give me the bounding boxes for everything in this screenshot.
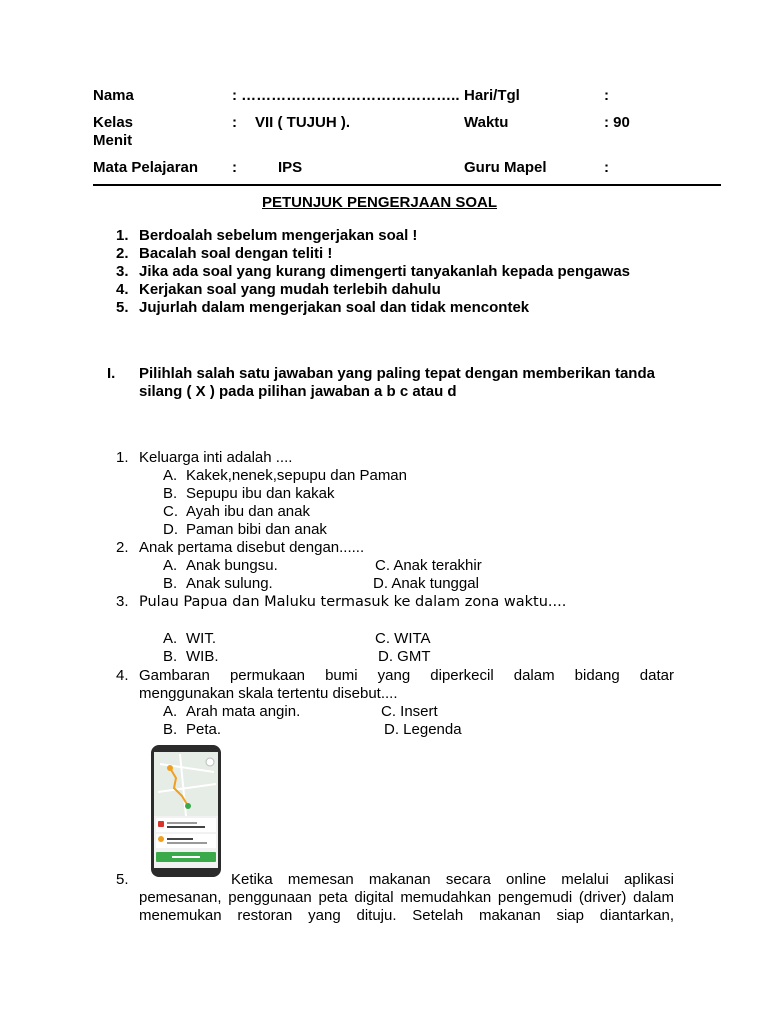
option-text: C. Anak terakhir (375, 557, 482, 574)
question-number: 4. (116, 667, 129, 684)
question-text: menemukan restoran yang dituju. Setelah makanan siap diantarkan, (139, 907, 674, 924)
header-divider (93, 184, 721, 186)
hari-label: Hari/Tgl (464, 87, 520, 104)
option-letter: B. (163, 575, 178, 592)
instruction-num: 5. (116, 299, 129, 316)
instruction-text: Bacalah soal dengan teliti ! (139, 245, 333, 262)
hari-colon: : (604, 87, 609, 104)
phone-map-app-image (150, 744, 222, 878)
option-letter: C. (163, 503, 178, 520)
kelas-colon: : (232, 114, 237, 131)
menit-text: Menit (93, 132, 133, 149)
instruction-text: Jujurlah dalam mengerjakan soal dan tidak mencontek (139, 299, 530, 316)
option-text: D. GMT (378, 648, 431, 665)
question-text: Keluarga inti adalah .... (139, 449, 293, 466)
destination-pin-icon (185, 803, 191, 809)
section-instruction-line: silang ( X ) pada pilihan jawaban a b c atau d (139, 383, 457, 400)
question-text: Anak pertama disebut dengan...... (139, 539, 365, 556)
instruction-text: Berdoalah sebelum mengerjakan soal ! (139, 227, 418, 244)
option-text: Kakek,nenek,sepupu dan Paman (186, 467, 407, 484)
restaurant-icon (158, 821, 164, 827)
nama-label: Nama (93, 87, 134, 104)
destination-card (156, 834, 216, 848)
section-numeral: I. (107, 365, 116, 382)
question-number: 1. (116, 449, 129, 466)
option-letter: A. (163, 557, 178, 574)
question-number: 2. (116, 539, 129, 556)
option-text: WIB. (186, 648, 219, 665)
guru-colon: : (604, 159, 609, 176)
question-text: menggunakan skala tertentu disebut.... (139, 685, 398, 702)
option-letter: A. (163, 630, 178, 647)
instruction-text: Jika ada soal yang kurang dimengerti tanyakanlah kepada pengawas (139, 263, 631, 280)
start-pin-icon (167, 765, 173, 771)
section-instruction-line: Pilihlah salah satu jawaban yang paling tepat dengan memberikan tanda (139, 365, 655, 382)
text-line (167, 838, 193, 840)
option-text: C. Insert (381, 703, 438, 720)
option-letter: A. (163, 703, 178, 720)
option-text: Anak bungsu. (186, 557, 278, 574)
kelas-value: VII ( TUJUH ). (255, 114, 351, 131)
text-line (167, 826, 205, 828)
guru-label: Guru Mapel (464, 159, 547, 176)
option-text: Peta. (186, 721, 222, 738)
mapel-colon: : (232, 159, 237, 176)
question-text: Ketika memesan makanan secara online melalui aplikasi (231, 871, 674, 888)
question-number: 5. (116, 871, 129, 888)
instruction-num: 3. (116, 263, 129, 280)
question-text: pemesanan, penggunaan peta digital memudahkan pengemudi (driver) dalam (139, 889, 674, 906)
question-text: Gambaran permukaan bumi yang diperkecil dalam bidang datar (139, 667, 674, 684)
waktu-label: Waktu (464, 114, 509, 131)
instruction-num: 1. (116, 227, 129, 244)
instructions-title: PETUNJUK PENGERJAAN SOAL (262, 194, 498, 211)
question-text: Pulau Papua dan Maluku termasuk ke dalam zona waktu.... (139, 594, 567, 610)
option-letter: B. (163, 648, 178, 665)
kelas-label: Kelas (93, 114, 134, 131)
text-line (167, 842, 207, 844)
question-number: 3. (116, 593, 129, 610)
destination-icon (158, 836, 164, 842)
option-text: C. WITA (375, 630, 431, 647)
option-text: WIT. (186, 630, 216, 647)
option-letter: D. (163, 521, 178, 538)
option-letter: A. (163, 467, 178, 484)
instruction-text: Kerjakan soal yang mudah terlebih dahulu (139, 281, 441, 298)
option-text: Arah mata angin. (186, 703, 301, 720)
mapel-value: IPS (278, 159, 303, 176)
option-text: D. Anak tunggal (373, 575, 479, 592)
waktu-value: : 90 (604, 114, 630, 131)
option-text: Anak sulung. (186, 575, 273, 592)
option-letter: B. (163, 485, 178, 502)
option-text: Sepupu ibu dan kakak (186, 485, 335, 502)
option-text: Ayah ibu dan anak (186, 503, 310, 520)
instruction-num: 4. (116, 281, 129, 298)
option-text: D. Legenda (384, 721, 462, 738)
restaurant-card (156, 818, 216, 832)
option-letter: B. (163, 721, 178, 738)
text-line (167, 822, 197, 824)
order-button-label (172, 856, 200, 858)
locate-button-icon (206, 758, 214, 766)
nama-value: : …………………………………….. (232, 87, 460, 104)
mapel-label: Mata Pelajaran (93, 159, 199, 176)
option-text: Paman bibi dan anak (186, 521, 327, 538)
instruction-num: 2. (116, 245, 129, 262)
